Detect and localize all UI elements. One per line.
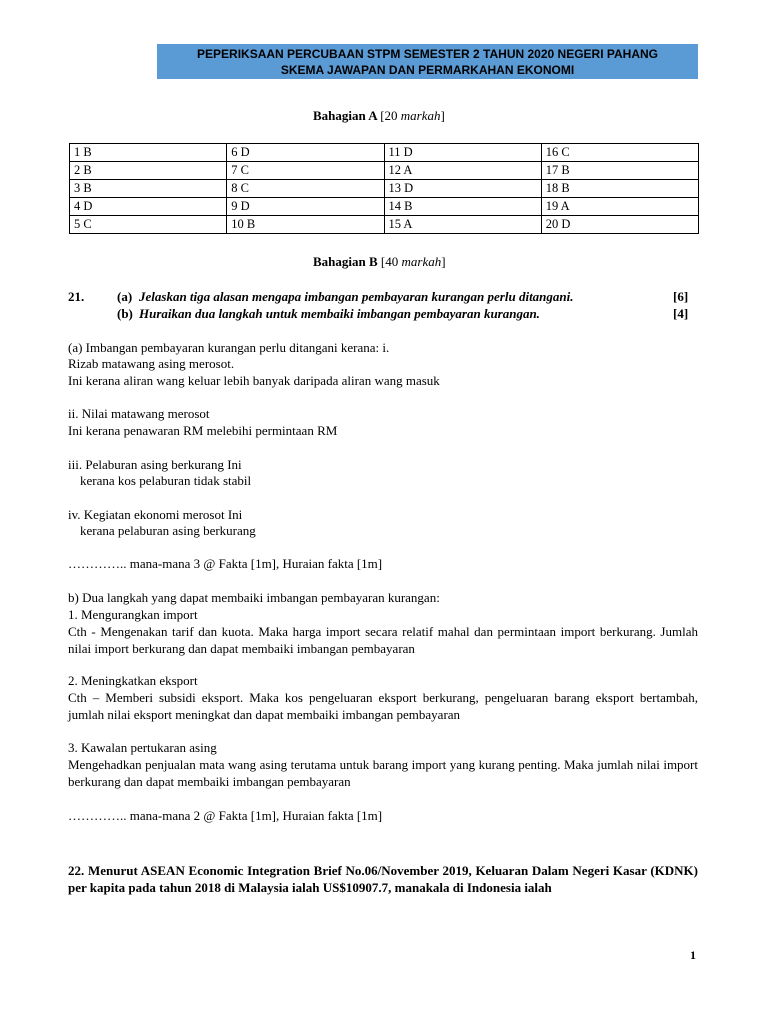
question-21b: (b) Huraikan dua langkah untuk membaiki imbangan pembayaran kurangan. [117, 306, 540, 321]
answer-b-intro: b) Dua langkah yang dapat membaiki imbangan pembayaran kurangan: [68, 590, 440, 605]
header-subtitle: SKEMA JAWAPAN DAN PERMARKAHAN EKONOMI [280, 63, 575, 77]
table-cell: 6 D [227, 144, 384, 162]
answer-a-point-3: iii. Pelaburan asing berkurang Ini [68, 457, 242, 472]
answer-b-point-1-desc: Cth - Mengenakan tarif dan kuota. Maka harga import secara relatif mahal dan permintaan import berkurang. Jumlah nilai import berkurang dan dapat membaiki imbangan pembayaran [68, 624, 698, 656]
answer-a-scoring: ………….. mana-mana 3 @ Fakta [1m], Huraian fakta [1m] [68, 556, 383, 571]
table-cell: 5 C [70, 216, 227, 234]
answer-b-scoring: ………….. mana-mana 2 @ Fakta [1m], Huraian fakta [1m] [68, 808, 383, 823]
table-cell: 10 B [227, 216, 384, 234]
answer-b-point-1: 1. Mengurangkan import [68, 607, 198, 622]
table-cell: 15 A [384, 216, 541, 234]
table-cell: 14 B [384, 198, 541, 216]
table-cell: 17 B [541, 162, 698, 180]
table-cell: 12 A [384, 162, 541, 180]
section-a-title: Bahagian A [20 markah] [313, 108, 445, 123]
answer-a-intro: (a) Imbangan pembayaran kurangan perlu ditangani kerana: i. [68, 340, 390, 355]
answer-b-point-3-desc: Mengehadkan penjualan mata wang asing terutama untuk barang import yang kurang penting. Maka jumlah nilai import berkurang dan dapat membaiki imbangan pembayaran [68, 757, 698, 789]
table-row [70, 180, 699, 198]
table-cell: 8 C [227, 180, 384, 198]
answer-a-point-2-desc: Ini kerana penawaran RM melebihi permintaan RM [68, 423, 338, 438]
table-row [70, 198, 699, 216]
table-row [70, 216, 699, 234]
table-cell: 20 D [541, 216, 698, 234]
question-21a: (a) Jelaskan tiga alasan mengapa imbangan pembayaran kurangan perlu ditangani. [117, 289, 574, 304]
table-row [70, 162, 699, 180]
answer-b-point-2: 2. Meningkatkan eksport [68, 673, 198, 688]
table-cell: 9 D [227, 198, 384, 216]
answer-a-point-2: ii. Nilai matawang merosot [68, 406, 210, 421]
answer-a-point-4: iv. Kegiatan ekonomi merosot Ini [68, 507, 243, 522]
answer-a-point-1: Rizab matawang asing merosot. [68, 356, 235, 371]
answer-a-point-4-desc: kerana pelaburan asing berkurang [80, 523, 256, 538]
question-22: 22. Menurut ASEAN Economic Integration Brief No.06/November 2019, Keluaran Dalam Negeri Kasar (KDNK) per kapita pada tahun 2018 di Malaysia ialah US$10907.7, manakala di Indonesia ialah [68, 863, 698, 895]
section-b-title: Bahagian B [40 markah] [313, 254, 446, 269]
table-cell: 18 B [541, 180, 698, 198]
question-21a-marks: [6] [673, 289, 689, 304]
answer-a-point-1-desc: Ini kerana aliran wang keluar lebih banyak daripada aliran wang masuk [68, 373, 440, 388]
question-21b-marks: [4] [673, 306, 689, 321]
table-cell: 13 D [384, 180, 541, 198]
table-cell: 2 B [70, 162, 227, 180]
table-cell: 7 C [227, 162, 384, 180]
table-cell: 3 B [70, 180, 227, 198]
header-title: PEPERIKSAAN PERCUBAAN STPM SEMESTER 2 TAHUN 2020 NEGERI PAHANG [197, 47, 658, 61]
header-banner [157, 44, 698, 79]
table-cell: 19 A [541, 198, 698, 216]
answer-b-point-3: 3. Kawalan pertukaran asing [68, 740, 217, 755]
answer-table [69, 143, 699, 234]
table-cell: 11 D [384, 144, 541, 162]
table-cell: 1 B [70, 144, 227, 162]
answer-b-point-2-desc: Cth – Memberi subsidi eksport. Maka kos pengeluaran eksport berkurang, pengeluaran barang eksport bertambah, jumlah nilai eksport meningkat dan dapat membaiki imbangan pembayaran [68, 690, 698, 722]
table-cell: 16 C [541, 144, 698, 162]
question-21-number: 21. [68, 289, 85, 304]
answer-a-point-3-desc: kerana kos pelaburan tidak stabil [80, 473, 252, 488]
table-cell: 4 D [70, 198, 227, 216]
table-row [70, 144, 699, 162]
page-number: 1 [690, 948, 696, 962]
